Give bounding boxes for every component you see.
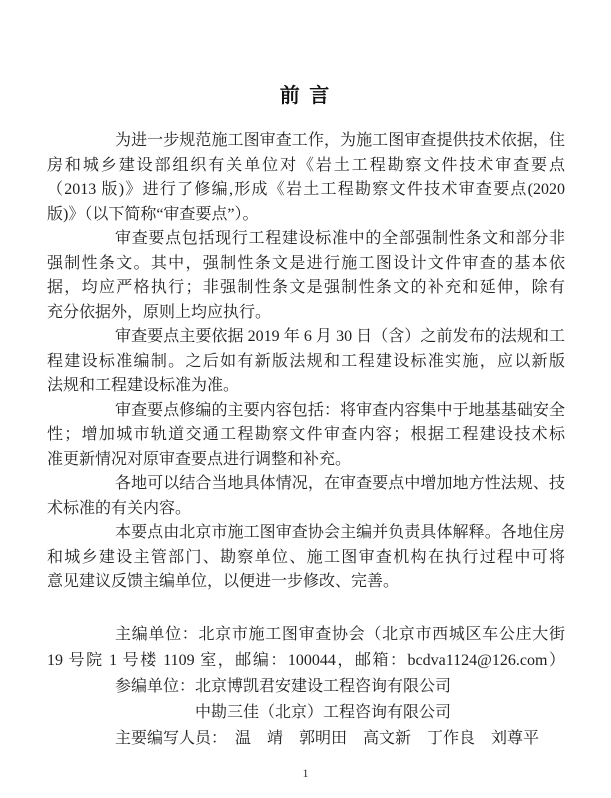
body-line: 充分依据外，原则上均应执行。 xyxy=(47,303,272,321)
body-line: 准更新情况对原审查要点进行调整和补充。 xyxy=(47,450,352,468)
chief-editor-unit-line: 主编单位：北京市施工图审查协会（北京市西城区车公庄大街 xyxy=(115,626,565,643)
body-line: 本要点由北京市施工图审查协会主编并负责具体解释。各地住房 xyxy=(115,524,565,541)
body-line: 法规和工程建设标准为准。 xyxy=(47,377,240,394)
body-line: 性；增加城市轨道交通工程勘察文件审查内容；根据工程建设技术标 xyxy=(47,426,565,443)
preface-body xyxy=(47,129,565,595)
page-number: 1 xyxy=(302,766,309,780)
authors-line: 主要编写人员： 温 靖 郭明田 高文新 丁作良 刘尊平 xyxy=(115,730,540,747)
body-line: 和城乡建设主管部门、勘察单位、施工图审查机构在执行过程中可将 xyxy=(47,548,565,566)
page-title: 前 言 xyxy=(279,85,332,107)
body-line: 各地可以结合当地具体情况，在审查要点中增加地方性法规、技 xyxy=(115,475,565,492)
body-line: 审查要点主要依据 2019 年 6 月 30 日（含）之前发布的法规和工 xyxy=(115,328,565,345)
body-line: 据，均应严格执行；非强制性条文是强制性条文的补充和延伸，除有 xyxy=(47,279,565,296)
body-line: 审查要点包括现行工程建设标准中的全部强制性条文和部分非 xyxy=(115,230,565,247)
co-editor-unit-line: 中勘三佳（北京）工程咨询有限公司 xyxy=(195,704,452,721)
body-line: 房和城乡建设部组织有关单位对《岩土工程勘察文件技术审查要点 xyxy=(47,156,565,174)
body-line: 程建设标准编制。之后如有新版法规和工程建设标准实施，应以新版 xyxy=(47,352,565,370)
body-line: 审查要点修编的主要内容包括：将审查内容集中于地基基础安全 xyxy=(115,401,565,419)
body-line: 版)》（以下简称“审查要点”）。 xyxy=(47,205,259,223)
chief-editor-unit-line: 19 号院 1 号楼 1109 室，邮编：100044，邮箱：bcdva1124@126.com） xyxy=(47,652,565,669)
body-line: 术标准的有关内容。 xyxy=(47,499,192,517)
body-line: 意见建议反馈主编单位，以便进一步修改、完善。 xyxy=(47,573,400,590)
publisher-info xyxy=(47,622,565,752)
body-line: 强制性条文。其中，强制性条文是进行施工图设计文件审查的基本依 xyxy=(47,254,565,272)
body-line: （2013 版)》进行了修编,形成《岩土工程勘察文件技术审查要点(2020 xyxy=(47,181,565,198)
co-editor-unit-line: 参编单位：北京博凯君安建设工程咨询有限公司 xyxy=(115,678,452,695)
body-line: 为进一步规范施工图审查工作，为施工图审查提供技术依据，住 xyxy=(115,132,565,149)
